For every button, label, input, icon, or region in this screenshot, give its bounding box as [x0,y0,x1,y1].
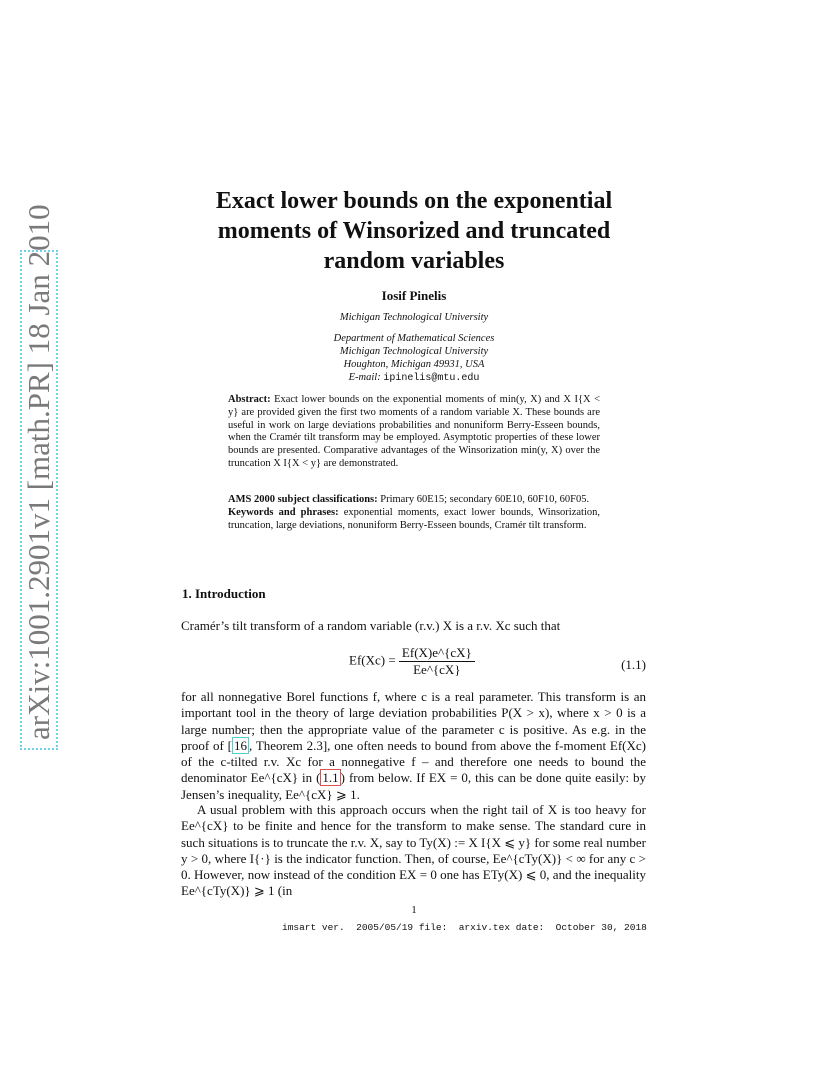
paragraph-text: ) from below. If EX = 0, this can be done quite easily: by Jensen’s inequality, Ee^{cX} ⩾ 1. [181,770,646,802]
abstract-label: Abstract: [228,394,271,405]
classification-block [228,494,600,532]
title-line: moments of Winsorized and truncated [217,218,611,244]
equation-reference-link[interactable]: 1.1 [322,770,339,786]
ams-classification [228,494,600,507]
citation-link[interactable]: 16 [233,737,247,753]
paragraph-text: for all nonnegative Borel functions f, where c is a real parameter. This transform is an important tool in the theory of large deviation probabilities P(X > x), where x > 0 is a large number; then the appropriate value of the parameter c is positive. As e.g. in the proof of [ [181,689,646,753]
address-line: Department of Mathematical Sciences [333,333,495,344]
intro-paragraph-1: Cramér’s tilt transform of a random variable (r.v.) X is a r.v. Xc such that [181,618,561,633]
email-line [0,371,828,385]
section-heading: 1. Introduction [182,586,266,601]
equation-body [349,645,475,678]
paragraph-text: , Theorem 2.3], one often needs to bound from above the f-moment Ef(Xc) of the c-tilted r.v. Xc for a nonnegative f – and therefore one needs to bound the denominator Ee^{cX} in ( [181,737,646,786]
equation-numerator: Ef(X)e^{cX} [399,645,475,662]
ams-label: AMS 2000 subject classifications: [228,494,378,505]
keywords [228,507,600,533]
page-footer: imsart ver. 2005/05/19 file: arxiv.tex date: October 30, 2018 [282,922,647,933]
email-address[interactable]: ipinelis@mtu.edu [383,373,480,384]
equation-lhs: Ef(Xc) = [349,652,396,668]
equation-fraction [399,645,475,678]
author-address [0,332,828,385]
paper-title [150,186,678,276]
title-line: Exact lower bounds on the exponential [215,188,613,214]
abstract-text: Exact lower bounds on the exponential moments of min(y, X) and X I{X < y} are provided given the first two moments of a random variable X. These bounds are useful in work on large deviations probabilities and nonuniform Berry-Esseen bounds, when the Cramér tilt transform may be employed. Asymptotic properties of these lower bounds are presented. Comparative advantages of the Winsorization min(y, X) over the truncation X I{X < y} are demonstrated. [228,394,600,469]
ams-text: Primary 60E15; secondary 60E10, 60F10, 60F05. [377,494,590,505]
page-number: 1 [411,904,417,916]
arxiv-identifier-stamp: arXiv:1001.2901v1 [math.PR] 18 Jan 2010 [20,250,58,750]
address-line: Michigan Technological University [339,346,489,357]
equation-label: (1.1) [621,657,646,672]
title-line: random variables [323,248,505,274]
author-name: Iosif Pinelis [381,288,447,303]
address-line: Houghton, Michigan 49931, USA [343,359,485,370]
keywords-text: exponential moments, exact lower bounds, Winsorization, truncation, large deviations, nonuniform Berry-Esseen bounds, Cramér tilt transform. [228,506,600,531]
abstract [228,394,600,471]
intro-paragraph-2 [181,689,646,803]
intro-paragraph-3: A usual problem with this approach occurs when the right tail of X is too heavy for Ee^{cX} to be finite and hence for the transform to make sense. The standard cure in such situations is to truncate the r.v. X, say to Ty(X) := X I{X ⩽ y} for some real number y > 0, where I{·} is the indicator function. Then, of course, Ee^{cTy(X)} < ∞ for any c > 0. However, now instead of the condition EX = 0 one has ETy(X) ⩽ 0, and the inequality Ee^{cTy(X)} ⩾ 1 (in [181,802,646,899]
equation-denominator: Ee^{cX} [413,662,461,677]
equation-1-1 [181,645,646,685]
email-label: E-mail: [348,372,384,383]
author-affiliation: Michigan Technological University [339,312,489,323]
keywords-label: Keywords and phrases: [228,506,339,518]
